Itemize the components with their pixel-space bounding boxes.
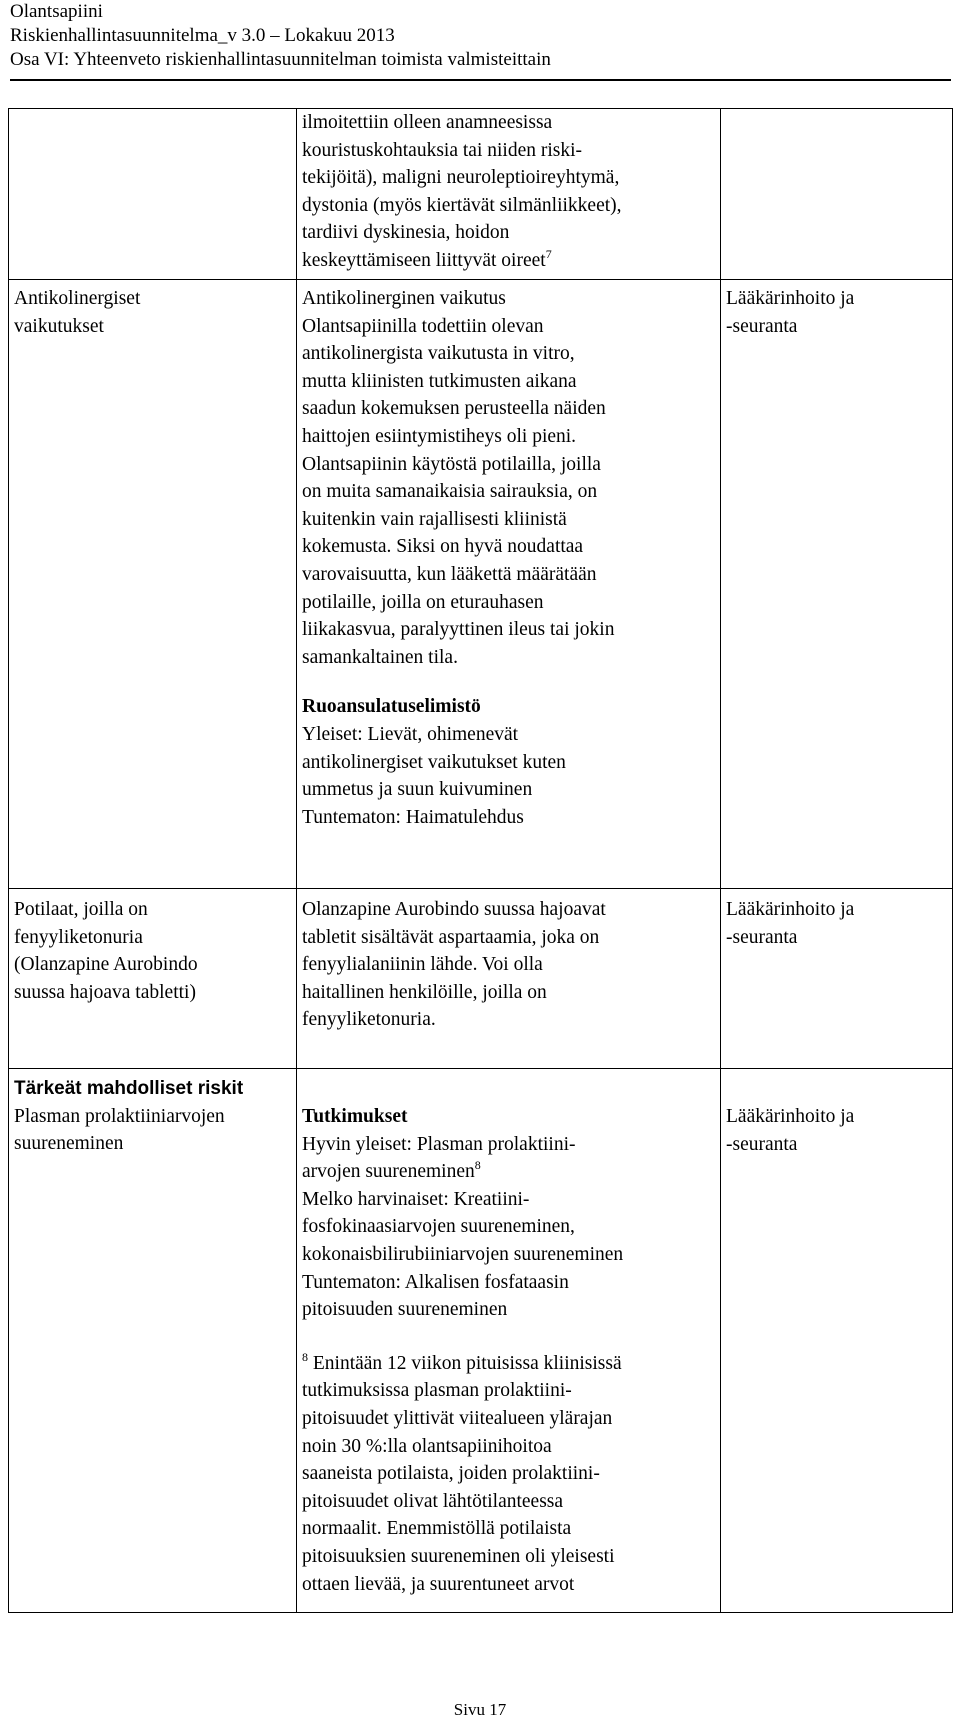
description-line: antikolinergiset vaikutukset kuten bbox=[302, 751, 566, 773]
footnote-line: pitoisuudet ylittivät viitealueen ylärajan bbox=[302, 1407, 613, 1429]
description-line: tekijöitä), maligni neuroleptioireyhtymä, bbox=[302, 167, 620, 189]
description-line: keskeyttämiseen liittyvät oireet$^7$ bbox=[302, 246, 552, 271]
risk-label-line: suussa hajoava tabletti) bbox=[14, 981, 196, 1003]
footnote-line: noin 30 %:lla olantsapiinihoitoa bbox=[302, 1435, 552, 1457]
description-line: kokonaisbilirubiiniarvojen suureneminen bbox=[302, 1243, 624, 1265]
description-line: Olanzapine Aurobindo suussa hajoavat bbox=[302, 899, 606, 920]
description-subheading: Tutkimukset bbox=[302, 1106, 408, 1127]
description-subheading: Antikolinerginen vaikutus bbox=[302, 288, 506, 309]
risk-label-line: Antikolinergiset bbox=[14, 288, 141, 309]
description-line: mutta kliinisten tutkimusten aikana bbox=[302, 370, 577, 392]
risk-label-line: fenyyliketonuria bbox=[14, 926, 143, 948]
description-line: arvojen suureneminen$^8$ bbox=[302, 1158, 481, 1183]
risk-label-line: vaikutukset bbox=[14, 315, 104, 337]
table-row bbox=[9, 280, 953, 889]
risk-section-heading: Tärkeät mahdolliset riskit bbox=[14, 1078, 244, 1099]
description-line: tardiivi dyskinesia, hoidon bbox=[302, 222, 510, 244]
document-header bbox=[10, 0, 950, 72]
measure-line: -seuranta bbox=[726, 315, 798, 337]
description-line: fosfokinaasiarvojen suureneminen, bbox=[302, 1216, 575, 1238]
risk-label-line: Plasman prolaktiiniarvojen bbox=[14, 1105, 225, 1127]
measure-line: Lääkärinhoito ja bbox=[726, 1106, 855, 1127]
description-cell bbox=[297, 109, 721, 280]
footnote-ref: 8 bbox=[474, 1158, 481, 1173]
description-line: samankaltainen tila. bbox=[302, 646, 458, 668]
risk-label-line: Potilaat, joilla on bbox=[14, 899, 148, 920]
table-row bbox=[9, 889, 953, 1069]
risk-cell bbox=[9, 109, 297, 280]
description-line: varovaisuutta, kun lääkettä määrätään bbox=[302, 563, 597, 585]
measure-cell bbox=[721, 109, 953, 280]
description-cell bbox=[297, 1069, 721, 1613]
measure-cell bbox=[721, 1069, 953, 1613]
table-row bbox=[9, 109, 953, 280]
measure-cell bbox=[721, 889, 953, 1069]
description-line: Tuntematon: Alkalisen fosfataasin bbox=[302, 1271, 569, 1293]
footnote-line: pitoisuudet olivat lähtötilanteessa bbox=[302, 1490, 564, 1512]
description-line: fenyylialaniinin lähde. Voi olla bbox=[302, 954, 543, 976]
document-version: Riskienhallintasuunnitelma_v 3.0 – Lokakuu 2013 bbox=[10, 25, 395, 46]
description-line: haittojen esiintymistiheys oli pieni. bbox=[302, 425, 577, 447]
footnote-line: saaneista potilaista, joiden prolaktiini- bbox=[302, 1463, 600, 1485]
measure-line: -seuranta bbox=[726, 926, 798, 948]
description-line: Olantsapiinilla todettiin olevan bbox=[302, 315, 544, 337]
document-product-name: Olantsapiini bbox=[10, 1, 103, 22]
description-cell bbox=[297, 280, 721, 889]
measure-cell bbox=[721, 280, 953, 889]
risk-cell bbox=[9, 889, 297, 1069]
description-line: antikolinergista vaikutusta in vitro, bbox=[302, 343, 575, 365]
description-line: Tuntematon: Haimatulehdus bbox=[302, 806, 524, 828]
risk-label-line: (Olanzapine Aurobindo bbox=[14, 954, 198, 976]
header-divider bbox=[10, 79, 951, 81]
description-line: Melko harvinaiset: Kreatiini- bbox=[302, 1188, 530, 1210]
description-line: fenyyliketonuria. bbox=[302, 1009, 436, 1031]
description-line: kuitenkin vain rajallisesti kliinistä bbox=[302, 508, 567, 530]
description-line: saadun kokemuksen perusteella näiden bbox=[302, 398, 606, 420]
description-line: liikakasvua, paralyyttinen ileus tai jokin bbox=[302, 619, 615, 641]
footnote-marker: 8 bbox=[302, 1349, 308, 1364]
description-line: kouristuskohtauksia tai niiden riski- bbox=[302, 139, 583, 161]
description-cell bbox=[297, 889, 721, 1069]
footnote-line: normaalit. Enemmistöllä potilaista bbox=[302, 1518, 572, 1540]
document-section-title: Osa VI: Yhteenveto riskienhallintasuunnitelman toimista valmisteittain bbox=[10, 49, 551, 70]
footnote-line: ottaen lievää, ja suurentuneet arvot bbox=[302, 1573, 575, 1595]
description-line: Hyvin yleiset: Plasman prolaktiini- bbox=[302, 1133, 576, 1155]
risk-cell bbox=[9, 1069, 297, 1613]
description-line: Olantsapiinin käytöstä potilailla, joilla bbox=[302, 453, 601, 475]
footnote-line: tutkimuksissa plasman prolaktiini- bbox=[302, 1380, 572, 1402]
description-line: ummetus ja suun kuivuminen bbox=[302, 779, 533, 801]
measure-line: -seuranta bbox=[726, 1133, 798, 1155]
risk-cell bbox=[9, 280, 297, 889]
page-number: Sivu 17 bbox=[453, 1700, 507, 1719]
description-line: kokemusta. Siksi on hyvä noudattaa bbox=[302, 536, 584, 558]
footnote-line: $^8$ Enintään 12 viikon pituisissa kliinisissä bbox=[302, 1349, 622, 1374]
footnote-line: pitoisuuksien suureneminen oli yleisesti bbox=[302, 1545, 615, 1567]
measure-line: Lääkärinhoito ja bbox=[726, 288, 855, 309]
description-line: potilaille, joilla on eturauhasen bbox=[302, 591, 544, 613]
description-line: on muita samanaikaisia sairauksia, on bbox=[302, 481, 598, 503]
description-line: haitallinen henkilöille, joilla on bbox=[302, 981, 547, 1003]
risk-summary-table bbox=[8, 108, 953, 1613]
measure-line: Lääkärinhoito ja bbox=[726, 899, 855, 920]
description-line: Yleiset: Lievät, ohimenevät bbox=[302, 723, 519, 745]
description-line: dystonia (myös kiertävät silmänliikkeet), bbox=[302, 194, 622, 216]
description-line: pitoisuuden suureneminen bbox=[302, 1299, 508, 1321]
footnote-ref: 7 bbox=[545, 246, 552, 261]
description-subheading: Ruoansulatuselimistö bbox=[302, 696, 481, 718]
table-row bbox=[9, 1069, 953, 1613]
risk-label-line: suureneminen bbox=[14, 1133, 124, 1155]
description-line: tabletit sisältävät aspartaamia, joka on bbox=[302, 926, 600, 948]
description-line: ilmoitettiin olleen anamneesissa bbox=[302, 112, 553, 133]
